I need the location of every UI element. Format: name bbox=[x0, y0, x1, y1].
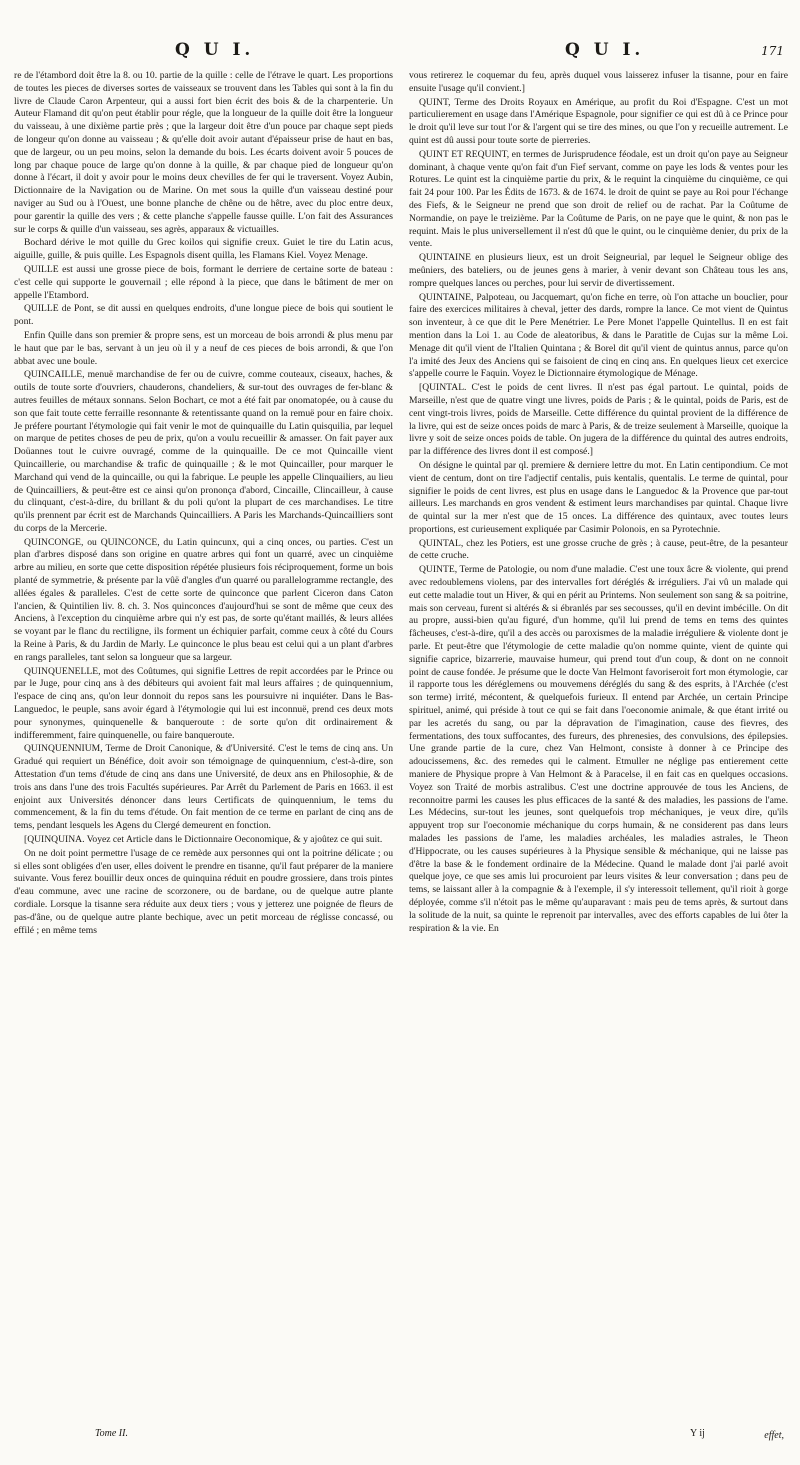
paragraph: On ne doit point permettre l'usage de ce remède aux personnes qui ont la poitrine délicate ; ou si elles sont obligées d'en user, elles doivent le prendre en tisanne, qu'il faut préparer de la maniere suivante. Vous ferez bouillir deux onces de quinquina réduit en poudre grossiere, dans trois pintes d'eau commune, avec une racine de scorzonere, ou de bardane, ou de quelque autre plante cordiale. Lorsque la tisanne sera réduite aux deux tiers ; vous y jetterez une poignée de fleurs de pas-d'âne, ou de quelque autre plante bechique, avec un petit morceau de réglisse concassé, ou effilé ; en même tems bbox=[14, 847, 393, 936]
left-column bbox=[14, 70, 393, 1425]
paragraph: QUINQUENNIUM, Terme de Droit Canonique, & d'Université. C'est le tems de cinq ans. Un Gradué qui requiert un Bénéfice, doit avoir son témoignage de quinquennium, c'est-à-dire, son Attestation d'un tems d'étude de cinq ans dans une Université, de deux ans en Philosophie, & de trois ans dans l'une des trois Facultés supérieures. Par Arrêt du Parlement de Paris en 1663. il est enjoint aux Universités dénoncer dans leurs Certificats de quinquennium, le tems du commencement, & la fin du tems d'étude. On fait mention de ce terme en parlant de cinq ans de tems, pendant lesquels les Agens du Clergé demeurent en fonction. bbox=[14, 743, 393, 832]
catchword: effet, bbox=[764, 1430, 784, 1441]
paragraph: QUINCAILLE, menuë marchandise de fer ou de cuivre, comme couteaux, ciseaux, haches, & outils de toute sorte d'ouvriers, chauderons, chandeliers, & sur-tout des ouvrages de fer-blanc & autres feuilles de métaux sonnans. Selon Bochart, ce mot a été fait par onomatopée, ou à cause du son que fait toute cette ferraille resonnante & retentissante quand on la remuë pour en faire choix. Je préfere pourtant l'étymologie qui fait venir le mot de quinquaille du Latin quisquilia, par lequel on marque de petites choses de peu de prix, qu'on a voulu recueillir & amasser. On fait payer aux Doüannes tout le cuivre ouvragé, comme de la quinquaille. De ce mot Quincaille vient Quincaillerie, ou marchandise & trafic de quinquaille ; & le mot Quincailler, pour marquer le Marchand qui vend de la quincaille, ou qui la fabrique. Le peuple les appelle Clinquailiers, au lieu de Quincailliers, & peut-être est ce ainsi qu'on prononça d'abord, Cincaille, Clincailleur, à cause du clinquant, c'est-à-dire, du brillant & du poli qu'ont la plupart de ces marchandises. Le titre qu'ils prennent par écrit est de Marchands Quincailliers. A Paris les Marchands-Quincailliers sont du corps de la Mercerie. bbox=[14, 369, 393, 534]
paragraph: QUINTAL, chez les Potiers, est une grosse cruche de grès ; à cause, peut-être, de la pesanteur de cette cruche. bbox=[409, 537, 788, 562]
text-columns bbox=[14, 70, 788, 1425]
paragraph: QUINTAINE, Palpoteau, ou Jacquemart, qu'on fiche en terre, où l'on attache un bouclier, pour faire des exercices militaires à cheval, jetter des dards, rompre la lance. Ce mot vient de Quintus son inventeur, à ce que dit le Pere Menétrier. Le Pere Monet l'appelle Quintellus. Il en est fait mention dans la Loi 1. au Code de aleatoribus, & dans le Paratitle de Cujas sur la même Loi. Menage dit qu'il vient de l'Italien Quintana ; & Borel dit qu'il vient de quintus annus, parce qu'on l'a imité des Jeux des Anciens qui se faisoient de cinq en cinq ans. En quelques lieux cet exercice s'appelle courre le Faquin. Voyez le Dictionnaire étymologique de Ménage. bbox=[409, 291, 788, 380]
paragraph: QUINT ET REQUINT, en termes de Jurisprudence féodale, est un droit qu'on paye au Seigneur dominant, à chaque vente qu'on fait d'un Fief servant, comme on paye les lods & ventes pour les Rotures. Le quint est la cinquième partie du prix, & le requint la cinquième du cinquième, ce qui fait 24 pour 100. Par les Édits de 1673. & de 1674. le droit de quint se paye au Roi pour l'échange des Fiefs, & le Seigneur ne prend que son droit de relief ou de rachat. Par la Coûtume de Normandie, on paye le treizième. Par la Coûtume de Paris, on ne paye que le quint, & non pas le requint. Mais le plus universellement il n'est dû que le quint, ou le cinquième denier, du prix de la vente. bbox=[409, 148, 788, 250]
paragraph: Bochard dérive le mot quille du Grec koilos qui signifie creux. Guiet le tire du Latin acus, aiguille, guille, & puis quille. Les Espagnols disent quilla, les Flamans Kiel. Voyez Menage. bbox=[14, 237, 393, 262]
paragraph: QUILLE de Pont, se dit aussi en quelques endroits, d'une longue piece de bois qui soutient le pont. bbox=[14, 303, 393, 328]
paragraph: QUINTE, Terme de Patologie, ou nom d'une maladie. C'est une toux âcre & violente, qui prend avec redoublemens violens, par des intervalles fort déréglés & irréguliers. J'ai vû un malade qui eut cette maladie tout un Hiver, & qui en périt au Printems. Non seulement son sang & sa poitrine, mais son cerveau, furent si altérés & si ébranlés par ses secousses, qu'il en devint imbécille. On dit au propre, aussi-bien qu'au figuré, d'un homme, qu'il lui prend de tems en tems des quintes fâcheuses, c'est-à-dire, qu'il a des accès ou paroxismes de la maladie irréguliere & violente dont je parle. Et peut-être que l'étymologie de cette maladie qu'on nomme quinte, vient de quinte qui signifie caprice, bizarrerie, mauvaise humeur, qui prend tout d'un coup, & dont on ne connoit point de cause fondée. Je présume que le docte Van Helmont favoriseroit fort mon étymologie, car il rapporte tous les déréglemens ou mouvemens déréglés du sang & des esprits, à l'Archée (c'est son terme) irrité, mécontent, & quelquefois furieux. Il entend par Archée, un certain Principe spirituel, animé, qui préside à tout ce qui se fait dans l'oeconomie animale, & que étant irrité ou par les acretés du sang, ou par la dépravation de l'imagination, cause des fievres, des fermentations, des toux suffocantes, des fureurs, des phrenesies, des convulsions, des épilepsies. Une grande partie de la cure, chez Van Helmont, consiste à donner à ce Principe des adoucissemens, &c. des remedes qui le calment. Etmuller ne néglige pas entierement cette maniere de Physique propre à Van Helmont & à Paracelse, il en fait cas en quelques occasions. Voyez son Traité de morbis astralibus. C'est une doctrine approuvée de tous les Anciens, de reconnoitre parmi les causes les plus efficaces de la santé & des maladies, les passions de l'ame. Les Médecins, sur-tout les jeunes, sont quelquefois trop méchaniques, je veux dire, qu'ils appuyent trop sur l'oeconomie méchanique du corps humain, & ne considerent pas dans leurs malades les passions de l'ame, les maladies archéales, les maladies astrales, le Theon d'Hippocrate, ou les causes supérieures à la Physique sensible & méchanique, qui ne laisse pas d'être la base & le fondement ordinaire de la Médecine. Quand le malade dont j'ai parlé avoit quelque joye, ce que ses amis lui procuroient par leurs visites & leur conversation ; dans peu de tems, se laissant aller à la compagnie & à l'exemple, il s'y interessoit tellement, qu'il rioit à gorge déployée, comme s'il n'étoit pas le même qu'auparavant : mais peu de tems après, & surtout dans la solitude de la nuit, sa quinte le reprenoit par intervalles, avec des efforts capables de lui ôter la respiration & la vie. En bbox=[409, 564, 788, 934]
volume-mark: Tome II. bbox=[95, 1428, 128, 1439]
right-column bbox=[409, 70, 788, 1425]
paragraph: QUINT, Terme des Droits Royaux en Amérique, au profit du Roi d'Espagne. C'est un mot particulierement en usage dans l'Amérique Espagnole, pour signifier ce qui est dû à ce Prince pour le droit qu'il leve sur tout l'or & l'argent qui se tire des mines, ou que l'on y recueille autrement. Le quint est dû aussi pour toute sorte de pierreries. bbox=[409, 96, 788, 146]
paragraph: re de l'étambord doit être la 8. ou 10. partie de la quille : celle de l'étrave le quart. Les proportions de toutes les pieces de diverses sortes de vaisseaux se trouvent dans les Tables qui sont à la fin du livre de Claude Caron Arpenteur, qui a aussi fort bien écrit des bois & de la charpenterie. Un Auteur Flamand dit qu'on peut établir pour régle, que la longueur de la quille doit être la longueur du vaisseau, à une dixième partie près ; que la largeur doit être d'un pouce par chaque sept pieds de longeur qu'on donne au vaisseau ; & qu'elle doit avoir autant d'épaisseur prise de haut en bas, que de largeur, ou un peu moins, selon la demande du bois. Les écarts doivent avoir 5 pouces de long par chaque pouce de large qu'on donne à la quille, & par chaque pied de longueur qu'on donne à l'écart, il doit y avoir pour le moins deux chevilles de fer qui le traversent. Voyez Aubin, Dictionnaire de la Navigation ou de Marine. On met sous la quille d'un vaisseau destiné pour naviger au Sud ou à l'Ouest, une bonne planche de chêne ou de hêtre, avec du ploc entre deux, pour garentir la quille des vers ; & cette planche s'appelle fausse quille. L'on fait des Assurances sur le corps & quille d'un vaisseau, ses agrès, apparaux & victuailles. bbox=[14, 70, 393, 235]
paragraph: On désigne le quintal par ql. premiere & derniere lettre du mot. En Latin centipondium. Ce mot vient de centum, dont on tire l'adjectif centalis, puis kentalis, quentalis. Le terme de quintal, pour signifier le poids de cent livres, est plus en usage dans le Languedoc & la Provence que par-tout ailleurs. Les marchands en gros vendent & estiment leurs marchandises par quintal. Chaque livre de quintal sur la mer n'est que de 15 onces. La différence des quintaux, avec toutes leurs proportions, est curieusement expliquée par Casimir Polonois, en sa Pyrotechnie. bbox=[409, 459, 788, 535]
paragraph: [QUINQUINA. Voyez cet Article dans le Dictionnaire Oeconomique, & y ajoûtez ce qui suit. bbox=[24, 834, 383, 846]
paragraph: [QUINTAL. C'est le poids de cent livres. Il n'est pas égal partout. Le quintal, poids de Marseille, n'est que de quatre vingt une livres, poids de Paris ; & le quintal, poids de Paris, est de cent vingt-trois livres, poids de Marseille. Cette différence du quintal provient de la différence de la livre, qui est de seize onces poids de marc à Paris, & de treize seulement à Marseille, quoique la livre y soit de seize onces poids de table. On jugera de la différence du quintal des autres endroits, par la différence des livres dont il est composé.] bbox=[409, 382, 788, 458]
running-head-left: Q U I. bbox=[175, 40, 255, 60]
signature-mark: Y ij bbox=[690, 1428, 705, 1439]
paragraph: Enfin Quille dans son premier & propre sens, est un morceau de bois arrondi & plus menu par le haut que par le bas, servant à un jeu où il y a neuf de ces pieces de bois arrondi, & que l'on abbat avec une boule. bbox=[14, 329, 393, 367]
running-head-right: Q U I. bbox=[565, 40, 645, 60]
page-number: 171 bbox=[761, 44, 784, 58]
paragraph: vous retirerez le coquemar du feu, après duquel vous laisserez infuser la tisanne, pour en faire ensuite l'usage qu'il convient.] bbox=[409, 70, 788, 94]
paragraph: QUINQUENELLE, mot des Coûtumes, qui signifie Lettres de repit accordées par le Prince ou par le Juge, pour cinq ans à des débiteurs qui avoient fait mal leurs affaires ; de quinquennium, l'espace de cinq ans, qu'on leur donnoit du repos sans les poursuivre ni inquiéter. Dans le Bas-Languedoc, le peuple, sans avoir égard à l'étymologie qui lui est inconnuë, prend ces deux mots pour synonymes, quinquenelle & banqueroute : de sorte qu'on dit ordinairement & indifferemment, faire quinquenelle, ou faire banqueroute. bbox=[14, 665, 393, 741]
paragraph: QUINCONGE, ou QUINCONCE, du Latin quincunx, qui a cinq onces, ou parties. C'est un plan d'arbres disposé dans son origine en quatre arbres qui font un quarré, avec un cinquième arbre au milieu, en sorte que cette disposition répétée plusieurs fois réciproquement, forme un bois planté de symmetrie, & présente par la vûë d'angles d'un quarré ou parallelogramme rectangle, des allées égales & paralleles. C'est de cette sorte de quinconce que parlent Ciceron dans Caton l'ancien, & Quintilien liv. 8. ch. 3. Nos quinconces d'aujourd'hui se sont de même que ceux des Anciens, à l'exception du cinquième arbre qui n'y est pas, de sorte qu'étant maillés, & leurs allées se voyant par le flanc du rectiligne, ils forment un échiquier parfait, comme ceux à côté du Cours la Reine à Paris, & du Jardin de Marly. Le quinconce le plus beau est celui qui a un plant d'arbres en rangs paralleles, tant selon sa longueur que sa largeur. bbox=[14, 536, 393, 663]
paragraph: QUINTAINE en plusieurs lieux, est un droit Seigneurial, par lequel le Seigneur oblige des meûniers, des bateliers, ou de jeunes gens à marier, à venir devant son Château tous les ans, rompre quelques lances ou perches, pour lui servir de divertissement. bbox=[409, 252, 788, 289]
paragraph: QUILLE est aussi une grosse piece de bois, formant le derriere de certaine sorte de bateau : c'est celle qui supporte le gouvernail ; elle répond à la piece, que dans le bâtiment de mer on appelle l'Etambord. bbox=[14, 263, 393, 301]
